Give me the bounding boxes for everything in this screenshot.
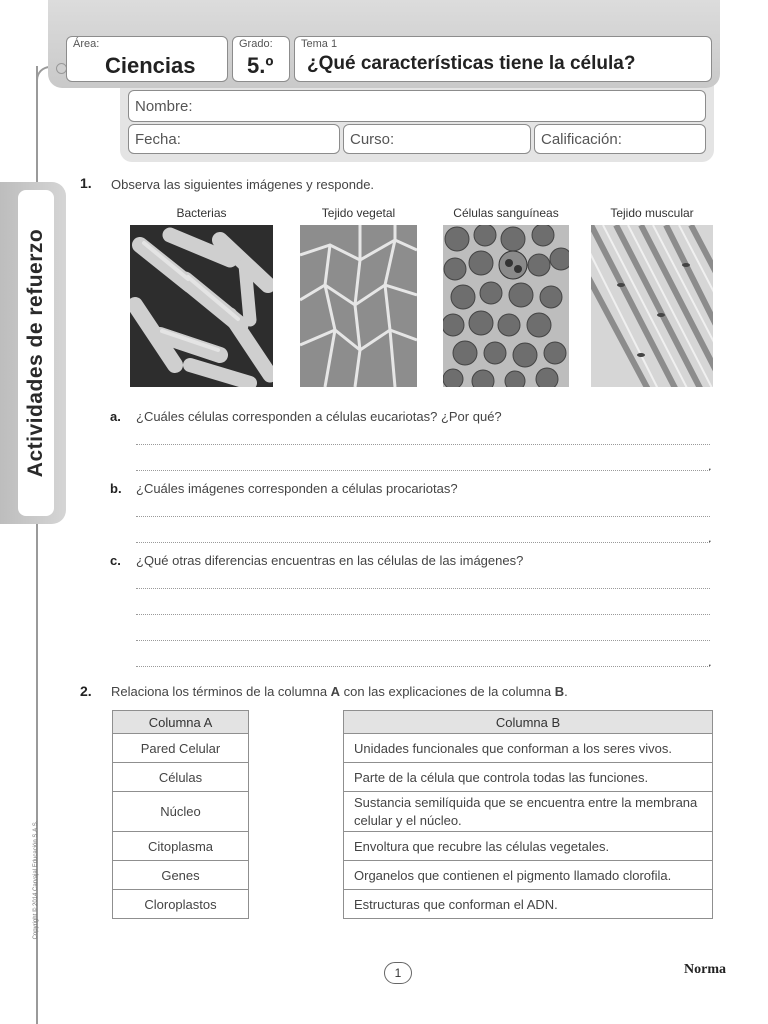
answer-line[interactable]	[136, 640, 710, 641]
column-b-table	[343, 710, 713, 919]
grade-label: Grado:	[239, 38, 273, 50]
column-b-cell[interactable]: Estructuras que conforman el ADN.	[344, 890, 713, 919]
side-title: Actividades de refuerzo	[24, 228, 47, 478]
grade-value: 5.º	[247, 53, 274, 78]
topic-title: ¿Qué características tiene la célula?	[307, 53, 636, 74]
copyright-notice: Copyright © 2014 Carvajal Educación S.A.S.	[33, 820, 39, 940]
page-number: 1	[384, 962, 412, 984]
q1b-text: ¿Cuáles imágenes corresponden a células procariotas?	[136, 481, 458, 496]
answer-line[interactable]	[136, 614, 710, 615]
column-b-cell[interactable]: Sustancia semilíquida que se encuentra entre la membrana celular y el núcleo.	[344, 792, 713, 832]
name-field[interactable]	[128, 90, 706, 122]
q1-number: 1.	[80, 175, 92, 191]
course-label: Curso:	[350, 131, 395, 148]
column-b-cell[interactable]: Unidades funcionales que conforman a los seres vivos.	[344, 734, 713, 763]
caption-blood: Células sanguíneas	[453, 206, 559, 220]
column-a-cell[interactable]: Pared Celular	[113, 734, 249, 763]
column-b-header: Columna B	[344, 711, 713, 734]
column-a-cell[interactable]: Células	[113, 763, 249, 792]
score-field[interactable]	[534, 124, 706, 154]
date-field[interactable]	[128, 124, 340, 154]
column-a-cell[interactable]: Citoplasma	[113, 832, 249, 861]
answer-line[interactable]	[136, 470, 710, 471]
q1-prompt: Observa las siguientes imágenes y responde.	[111, 177, 375, 192]
column-b-cell[interactable]: Organelos que contienen el pigmento llamado clorofila.	[344, 861, 713, 890]
area-label: Área:	[73, 38, 100, 50]
muscle-tissue-photo	[591, 225, 713, 387]
bacteria-photo	[130, 225, 273, 387]
topic-label: Tema 1	[301, 38, 338, 50]
caption-plant: Tejido vegetal	[321, 206, 396, 220]
answer-line[interactable]	[136, 588, 710, 589]
column-a-table	[112, 710, 249, 919]
q1b-letter: b.	[110, 481, 122, 496]
topic-box	[294, 36, 712, 82]
caption-muscle: Tejido muscular	[610, 206, 694, 220]
score-label: Calificación:	[541, 131, 622, 148]
column-a-cell[interactable]: Cloroplastos	[113, 890, 249, 919]
column-a-cell[interactable]: Genes	[113, 861, 249, 890]
q1c-letter: c.	[110, 553, 121, 568]
caption-bacteria: Bacterias	[176, 206, 227, 220]
line-end-period: .	[708, 530, 712, 545]
q2-prompt	[111, 684, 568, 699]
q1a-letter: a.	[110, 409, 121, 424]
area-value: Ciencias	[105, 53, 196, 78]
q2-col-b-ref: B	[554, 684, 565, 699]
brand-logo: Norma	[684, 962, 726, 977]
q2-prompt-part: Relaciona los términos de la columna	[111, 684, 331, 699]
answer-line[interactable]	[136, 542, 710, 543]
q2-number: 2.	[80, 683, 92, 699]
q2-prompt-part: .	[564, 684, 568, 699]
column-b-cell[interactable]: Envoltura que recubre las células vegetales.	[344, 832, 713, 861]
q2-prompt-part: con las explicaciones de la columna	[340, 684, 555, 699]
name-label: Nombre:	[135, 98, 193, 115]
column-a-header: Columna A	[113, 711, 249, 734]
grade-box	[232, 36, 290, 82]
blood-cells-photo	[443, 225, 569, 387]
answer-line[interactable]	[136, 666, 710, 667]
answer-line[interactable]	[136, 444, 710, 445]
q2-col-a-ref: A	[330, 684, 341, 699]
line-end-period: .	[708, 654, 712, 669]
plant-tissue-photo	[300, 225, 417, 387]
q1c-text: ¿Qué otras diferencias encuentras en las células de las imágenes?	[136, 553, 524, 568]
answer-line[interactable]	[136, 516, 710, 517]
course-field[interactable]	[343, 124, 531, 154]
q1a-text: ¿Cuáles células corresponden a células eucariotas? ¿Por qué?	[136, 409, 502, 424]
column-a-cell[interactable]: Núcleo	[113, 792, 249, 832]
line-end-period: .	[708, 458, 712, 473]
area-box	[66, 36, 228, 82]
column-b-cell[interactable]: Parte de la célula que controla todas las funciones.	[344, 763, 713, 792]
date-label: Fecha:	[135, 131, 181, 148]
